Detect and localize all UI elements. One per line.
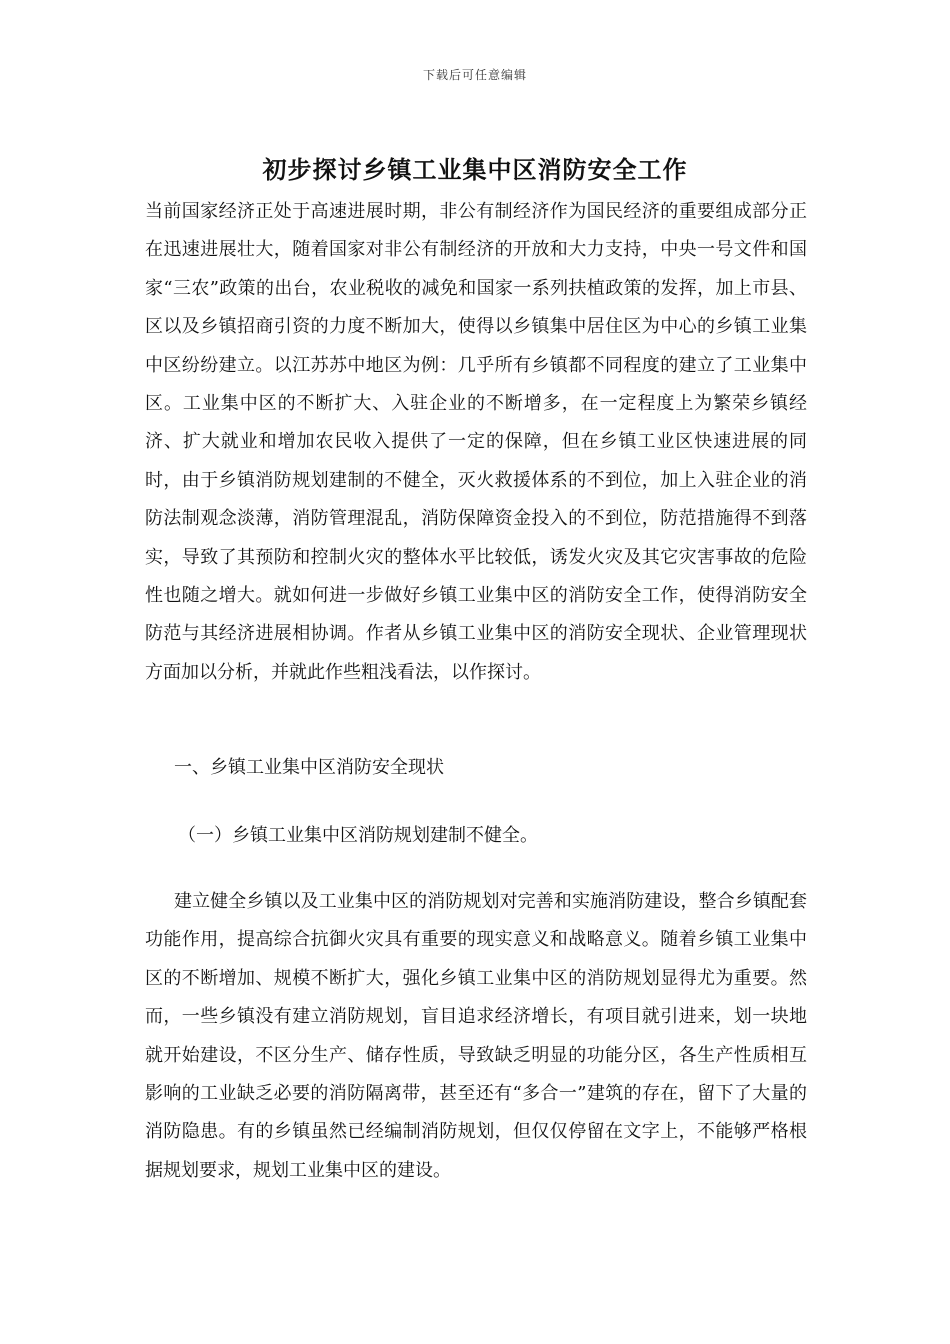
- subsection-heading: （一）乡镇工业集中区消防规划建制不健全。: [178, 825, 538, 846]
- intro-paragraph: 当前国家经济正处于高速进展时期，非公有制经济作为国民经济的重要组成部分正在迅速进展壮大，随着国家对非公有制经济的开放和大力支持，中央一号文件和国家“三农”政策的出台，农业税收的减免和国家一系列扶植政策的发挥，加上市县、区以及乡镇招商引资的力度不断加大，使得以乡镇集中居住区为中心的乡镇工业集中区纷纷建立。以江苏苏中地区为例：几乎所有乡镇都不同程度的建立了工业集中区。工业集中区的不断扩大、入驻企业的不断增多，在一定程度上为繁荣乡镇经济、扩大就业和增加农民收入提供了一定的保障，但在乡镇工业区快速进展的同时，由于乡镇消防规划建制的不健全，灭火救援体系的不到位，加上入驻企业的消防法制观念淡薄，消防管理混乱，消防保障资金投入的不到位，防范措施得不到落实，导致了其预防和控制火灾的整体水平比较低，诱发火灾及其它灾害事故的危险性也随之增大。就如何进一步做好乡镇工业集中区的消防安全工作，使得消防安全防范与其经济进展相协调。作者从乡镇工业集中区的消防安全现状、企业管理现状方面加以分析，并就此作些粗浅看法，以作探讨。: [145, 201, 807, 683]
- section-heading: 一、乡镇工业集中区消防安全现状: [174, 757, 444, 778]
- page-header-note: 下载后可任意编辑: [422, 68, 527, 82]
- document-title: 初步探讨乡镇工业集中区消防安全工作: [262, 156, 688, 184]
- subsection-body-paragraph: 建立健全乡镇以及工业集中区的消防规划对完善和实施消防建设，整合乡镇配套功能作用，提高综合抗御火灾具有重要的现实意义和战略意义。随着乡镇工业集中区的不断增加、规模不断扩大，强化乡镇工业集中区的消防规划显得尤为重要。然而，一些乡镇没有建立消防规划，盲目追求经济增长，有项目就引进来，划一块地就开始建设，不区分生产、储存性质，导致缺乏明显的功能分区，各生产性质相互影响的工业缺乏必要的消防隔离带，甚至还有“多合一”建筑的存在，留下了大量的消防隐患。有的乡镇虽然已经编制消防规划，但仅仅停留在文字上，不能够严格根据规划要求，规划工业集中区的建设。: [145, 891, 807, 1181]
